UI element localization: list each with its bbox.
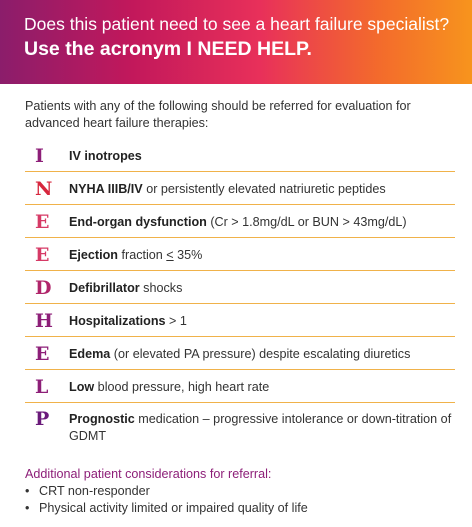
item-rest: blood pressure, high heart rate — [94, 380, 270, 394]
item-text — [69, 280, 455, 297]
additional-point: Physical activity limited or impaired quality of life — [39, 500, 308, 515]
header-answer: Use the acronym I NEED HELP. — [24, 38, 312, 60]
bullet-icon: • — [25, 500, 30, 515]
item-bold: Hospitalizations — [69, 314, 166, 328]
item-text — [69, 214, 455, 231]
acronym-letter: P — [35, 408, 50, 430]
acronym-letter: N — [35, 178, 53, 200]
acronym-letter: E — [35, 244, 50, 266]
list-item — [25, 337, 455, 370]
acronym-letter: I — [35, 145, 44, 167]
list-item — [25, 370, 455, 403]
item-bold: Defibrillator — [69, 281, 140, 295]
bullet-icon: • — [25, 484, 30, 498]
acronym-letter: E — [35, 211, 50, 233]
additional-title: Additional patient considerations for referral: — [25, 467, 272, 481]
item-text — [69, 346, 455, 363]
item-bold: Edema — [69, 347, 111, 361]
acronym-letter: L — [35, 376, 49, 398]
item-text — [69, 379, 455, 396]
list-item — [25, 271, 455, 304]
item-text — [69, 148, 455, 165]
item-rest: > 1 — [165, 314, 187, 328]
item-bold: Low — [69, 380, 95, 394]
list-item — [25, 500, 455, 517]
item-text — [69, 247, 455, 264]
list-item — [25, 172, 455, 205]
item-rest: (or elevated PA pressure) despite escalating diuretics — [110, 347, 411, 361]
item-rest: fraction — [118, 248, 167, 262]
item-text — [69, 411, 455, 444]
additional-list — [25, 483, 455, 516]
intro-text: Patients with any of the following should be referred for evaluation for advanced heart failure therapies: — [25, 99, 411, 130]
list-item — [25, 238, 455, 271]
item-rest: medication – progressive intolerance or down-titration of GDMT — [69, 412, 452, 443]
item-bold: NYHA IIIB/IV — [69, 182, 143, 196]
item-bold: IV inotropes — [69, 149, 142, 163]
item-rest-2: 35% — [173, 248, 203, 262]
additional-point: CRT non-responder — [39, 484, 150, 498]
list-item — [25, 304, 455, 337]
item-rest: shocks — [139, 281, 183, 295]
le-symbol: < — [166, 248, 174, 262]
item-bold: Ejection — [69, 248, 118, 262]
list-item — [25, 205, 455, 238]
item-rest: (Cr > 1.8mg/dL or BUN > 43mg/dL) — [206, 215, 407, 229]
additional-considerations — [25, 466, 455, 516]
list-item — [25, 403, 455, 452]
item-text — [69, 181, 455, 198]
list-item — [25, 139, 455, 172]
list-item — [25, 483, 455, 500]
item-rest: or persistently elevated natriuretic peptides — [142, 182, 386, 196]
acronym-letter: D — [35, 277, 52, 299]
header-banner — [0, 0, 472, 84]
acronym-letter: E — [35, 343, 50, 365]
header-question: Does this patient need to see a heart failure specialist? — [24, 14, 450, 34]
acronym-list — [25, 139, 455, 452]
acronym-letter: H — [35, 310, 53, 332]
item-text — [69, 313, 455, 330]
item-bold: End-organ dysfunction — [69, 215, 207, 229]
item-bold: Prognostic — [69, 412, 135, 426]
